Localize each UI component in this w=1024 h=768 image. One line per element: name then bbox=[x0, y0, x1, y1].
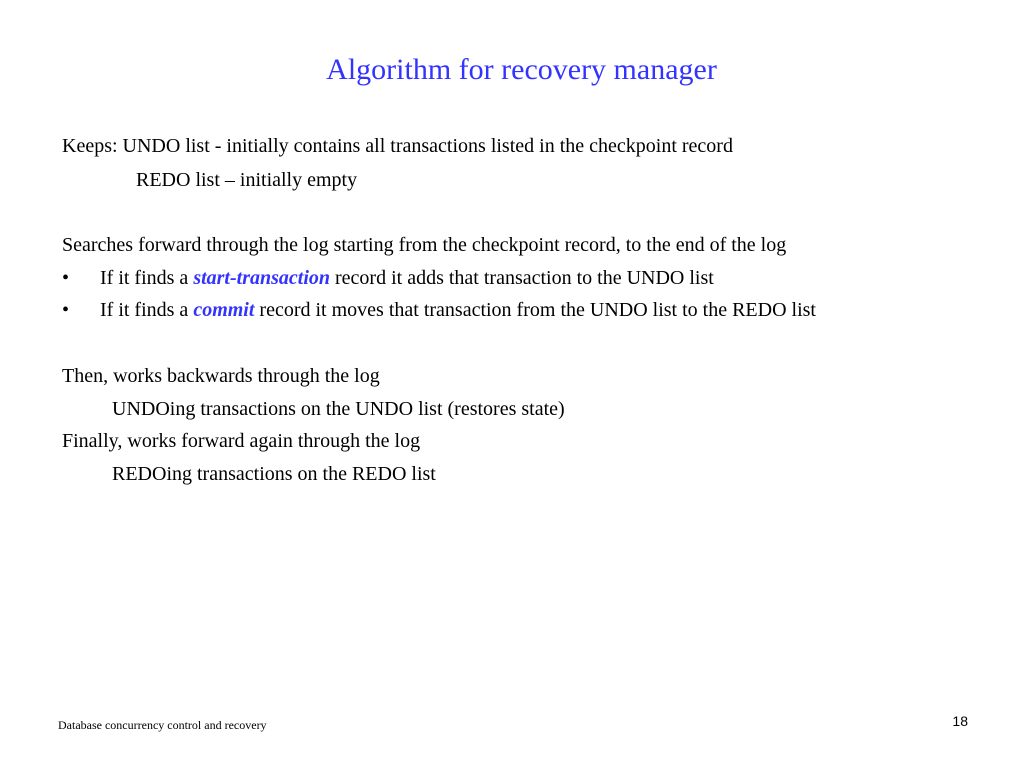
keeps-redo-text: REDO list – initially empty bbox=[136, 169, 358, 191]
keeps-line bbox=[62, 133, 733, 159]
bullet-marker: • bbox=[62, 299, 70, 321]
slide-title: Algorithm for recovery manager bbox=[326, 53, 717, 86]
keyword-commit: commit bbox=[193, 299, 255, 321]
keeps-undo-text: UNDO list - initially contains all transactions listed in the checkpoint record bbox=[122, 135, 733, 157]
search-intro: Searches forward through the log starting from the checkpoint record, to the end of the log bbox=[62, 234, 787, 256]
bullet-item-start-transaction bbox=[100, 265, 714, 291]
bullet-marker: • bbox=[62, 267, 70, 289]
keeps-label: Keeps: bbox=[62, 135, 123, 157]
keyword-start-transaction: start-transaction bbox=[193, 267, 331, 289]
bullet-suffix: record it moves that transaction from the UNDO list to the REDO list bbox=[254, 299, 816, 321]
forward-intro: Finally, works forward again through the log bbox=[62, 430, 421, 452]
bullet-suffix: record it adds that transaction to the UNDO list bbox=[330, 267, 714, 289]
bullet-prefix: If it finds a bbox=[100, 267, 194, 289]
footer-text: Database concurrency control and recovery bbox=[58, 718, 267, 732]
page-number: 18 bbox=[952, 713, 968, 729]
forward-detail: REDOing transactions on the REDO list bbox=[112, 463, 436, 485]
bullet-prefix: If it finds a bbox=[100, 299, 194, 321]
backward-detail: UNDOing transactions on the UNDO list (restores state) bbox=[112, 398, 565, 420]
backward-intro: Then, works backwards through the log bbox=[62, 365, 380, 387]
bullet-item-commit bbox=[100, 297, 816, 323]
